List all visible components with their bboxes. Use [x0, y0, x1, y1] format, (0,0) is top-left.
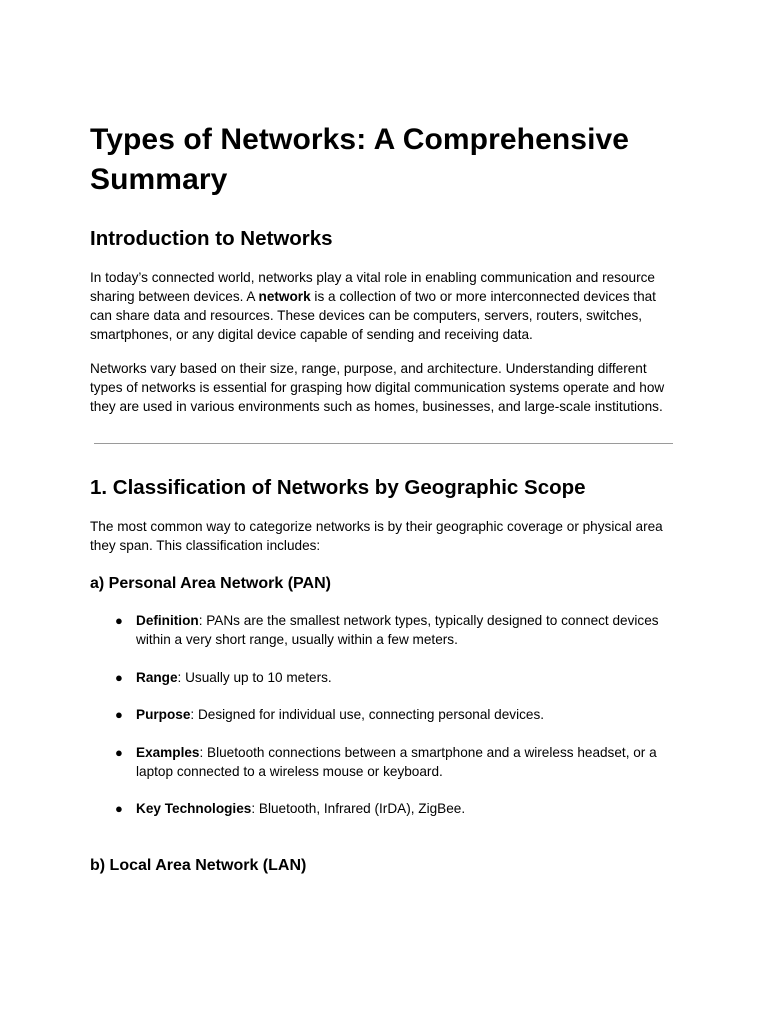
bullet-icon: ● [115, 613, 123, 628]
list-item [90, 668, 680, 687]
document-title: Types of Networks: A Comprehensive Summary [90, 123, 630, 196]
intro-p1-text-before: In today’s connected world, networks play a vital role in enabling communication and resource sharing between devices. A [90, 270, 655, 304]
intro-p1-bold-term: network [258, 289, 311, 304]
intro-paragraph-2: Networks vary based on their size, range, purpose, and architecture. Understanding different types of networks is essential for grasping how digital communication systems operate and how they are used in various environments such as homes, businesses, and large-scale institutions. [90, 361, 665, 414]
pan-bullet-list [90, 611, 680, 837]
list-item [90, 611, 680, 649]
bullet-icon: ● [115, 801, 123, 816]
intro-heading: Introduction to Networks [90, 227, 333, 250]
section-1-heading: 1. Classification of Networks by Geographic Scope [90, 476, 586, 499]
bullet-icon: ● [115, 744, 123, 760]
intro-p1-text-after: is a collection of two or more interconnected devices that can share data and resources. These devices can be computers, servers, routers, switches, smartphones, or any digital device capable of sending and receiving data. [90, 289, 656, 342]
lan-heading: b) Local Area Network (LAN) [90, 857, 307, 874]
bullet-term: Examples [136, 744, 200, 760]
horizontal-divider [94, 443, 673, 444]
section-1-intro: The most common way to categorize networks is by their geographic coverage or physical area they span. This classification includes: [90, 519, 663, 553]
bullet-icon: ● [115, 707, 123, 722]
list-item [90, 705, 680, 724]
bullet-term: Purpose [136, 707, 191, 722]
pan-heading: a) Personal Area Network (PAN) [90, 575, 331, 592]
bullet-text: : PANs are the smallest network types, typically designed to connect devices within a very short range, usually within a few meters. [136, 613, 659, 647]
bullet-term: Range [136, 669, 178, 685]
bullet-term: Definition [136, 613, 199, 628]
bullet-text: : Bluetooth connections between a smartphone and a wireless headset, or a laptop connected to a wireless mouse or keyboard. [136, 744, 657, 779]
list-item [90, 799, 680, 818]
bullet-text: : Usually up to 10 meters. [177, 669, 332, 685]
bullet-icon: ● [115, 669, 123, 685]
list-item [90, 743, 680, 781]
intro-paragraph-1 [90, 268, 680, 344]
bullet-text: : Bluetooth, Infrared (IrDA), ZigBee. [251, 801, 466, 816]
bullet-term: Key Technologies [136, 801, 252, 816]
bullet-text: : Designed for individual use, connecting personal devices. [190, 707, 545, 722]
